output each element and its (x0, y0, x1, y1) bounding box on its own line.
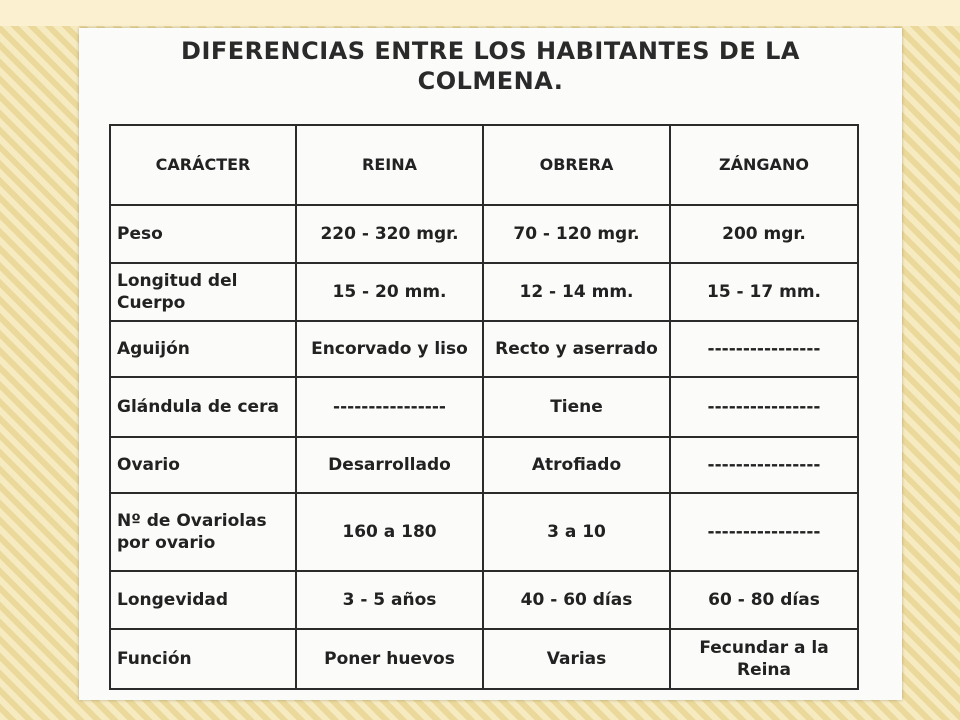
cell-obrera: Atrofiado (483, 437, 670, 493)
page-title (79, 36, 902, 96)
table-row (110, 629, 858, 689)
header-zangano: ZÁNGANO (670, 125, 858, 205)
cell-reina: 3 - 5 años (296, 571, 483, 629)
cell-reina: ---------------- (296, 377, 483, 437)
table-row (110, 571, 858, 629)
row-label: Nº de Ovariolas por ovario (110, 493, 296, 571)
cell-obrera: 70 - 120 mgr. (483, 205, 670, 263)
cell-reina: 220 - 320 mgr. (296, 205, 483, 263)
cell-obrera: 40 - 60 días (483, 571, 670, 629)
table-row (110, 377, 858, 437)
cell-obrera: Tiene (483, 377, 670, 437)
row-label: Función (110, 629, 296, 689)
cell-zangano: ---------------- (670, 321, 858, 377)
cell-zangano: ---------------- (670, 437, 858, 493)
header-reina: REINA (296, 125, 483, 205)
cell-obrera: 3 a 10 (483, 493, 670, 571)
cell-zangano: 15 - 17 mm. (670, 263, 858, 321)
cell-zangano: 60 - 80 días (670, 571, 858, 629)
cell-obrera: Recto y aserrado (483, 321, 670, 377)
cell-zangano: Fecundar a la Reina (670, 629, 858, 689)
table-row (110, 263, 858, 321)
row-label: Peso (110, 205, 296, 263)
cell-zangano: ---------------- (670, 377, 858, 437)
cell-reina: 160 a 180 (296, 493, 483, 571)
table-header-row (110, 125, 858, 205)
table-row (110, 205, 858, 263)
cell-reina: Encorvado y liso (296, 321, 483, 377)
cell-reina: Poner huevos (296, 629, 483, 689)
slide-top-band (0, 0, 960, 26)
header-caracter: CARÁCTER (110, 125, 296, 205)
row-label: Ovario (110, 437, 296, 493)
table-row (110, 493, 858, 571)
cell-reina: 15 - 20 mm. (296, 263, 483, 321)
document-sheet (79, 28, 902, 700)
row-label: Glándula de cera (110, 377, 296, 437)
row-label: Longitud del Cuerpo (110, 263, 296, 321)
cell-zangano: 200 mgr. (670, 205, 858, 263)
title-line-2: COLMENA. (417, 67, 564, 95)
cell-obrera: Varias (483, 629, 670, 689)
comparison-table (109, 124, 859, 690)
row-label: Longevidad (110, 571, 296, 629)
cell-reina: Desarrollado (296, 437, 483, 493)
table-row (110, 321, 858, 377)
cell-obrera: 12 - 14 mm. (483, 263, 670, 321)
row-label: Aguijón (110, 321, 296, 377)
cell-zangano: ---------------- (670, 493, 858, 571)
table-row (110, 437, 858, 493)
title-line-1: DIFERENCIAS ENTRE LOS HABITANTES DE LA (181, 37, 800, 65)
header-obrera: OBRERA (483, 125, 670, 205)
